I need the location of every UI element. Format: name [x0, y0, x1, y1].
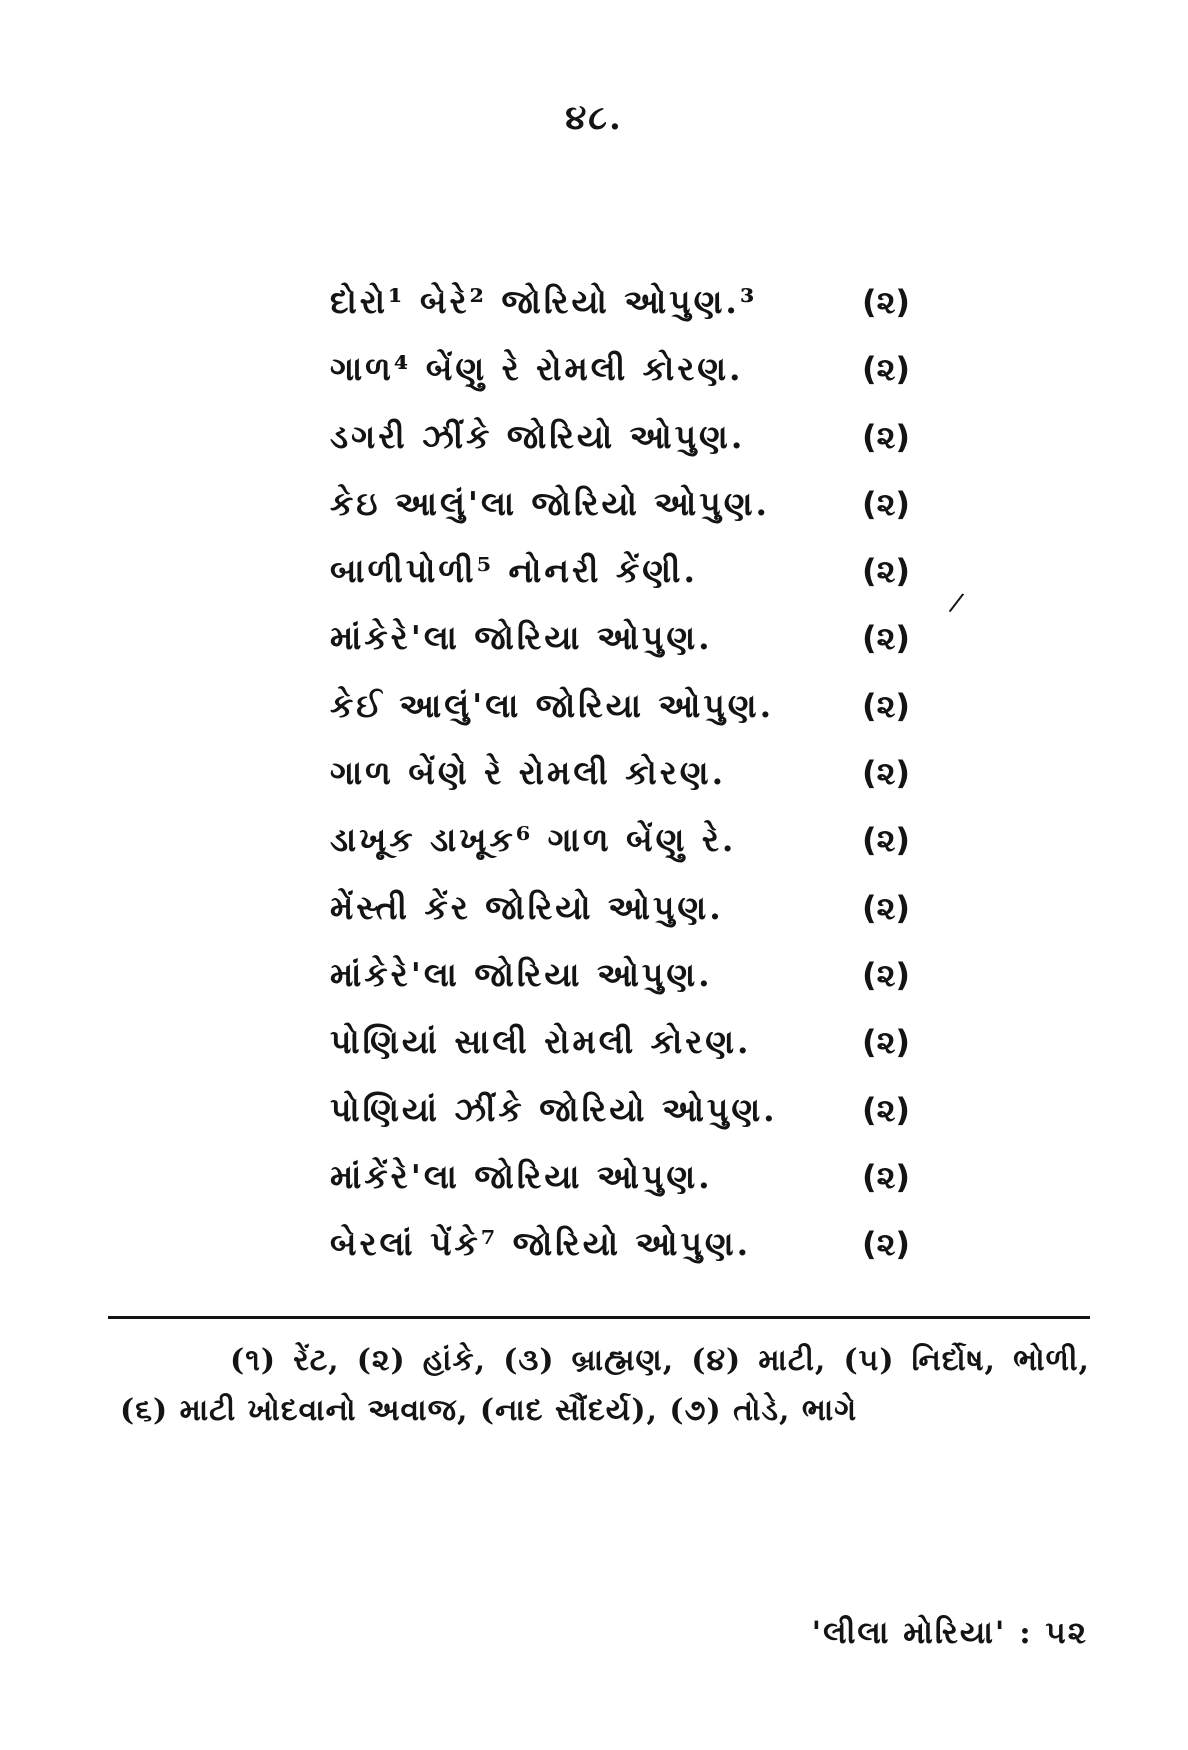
- verse-text: માંકેરે'લા જોરિયા ઓપુણ.: [330, 618, 713, 658]
- verse-text: પોણિયાં ઝીંકે જોરિયો ઓપુણ.: [330, 1089, 778, 1129]
- verse-repeat-marker: (૨): [861, 417, 910, 456]
- verse-text: ડાખૂક ડાખૂક⁶ ગાળ બેંણુ રે.: [330, 820, 737, 860]
- footnotes: (૧) રેંટ, (૨) હાંકે, (૩) બ્રાહ્મણ, (૪) માટી, (૫) નિર્દોષ, ભોળી, (૬) માટી ખોદવાનો અવાજ, (નાદ સૌંદર્ય), (૭) તોડે, ભાગે: [120, 1343, 1090, 1428]
- verse-repeat-marker: (૨): [861, 821, 910, 860]
- verse-line: [330, 349, 910, 416]
- verse-text: માંકેંરે'લા જોરિયા ઓપુણ.: [330, 1156, 713, 1196]
- verse-line: [330, 551, 910, 618]
- verse-text: દોરો¹ બેરે² જોરિયો ઓપુણ.³: [330, 282, 758, 321]
- verse-line: [330, 1090, 910, 1157]
- stray-ink-mark: /: [947, 587, 966, 619]
- verse-repeat-marker: (૨): [861, 686, 910, 725]
- verse-line: [330, 820, 910, 887]
- verse-repeat-marker: (૨): [861, 1225, 910, 1264]
- verse-line: [330, 888, 910, 955]
- footnote-divider: [108, 1316, 1090, 1319]
- verse-repeat-marker: (૨): [861, 350, 910, 389]
- verse-repeat-marker: (૨): [861, 619, 910, 658]
- verse-repeat-marker: (૨): [861, 283, 910, 321]
- verse-line: [330, 955, 910, 1022]
- verse-text: ગાળ બેંણે રે રોમલી કોરણ.: [330, 753, 727, 793]
- verse-line: [330, 484, 910, 551]
- source-reference: 'લીલા મોરિયા' : ૫૨: [811, 1615, 1088, 1651]
- verse-line: [330, 686, 910, 753]
- verse-text: માંકેરે'લા જોરિયા ઓપુણ.: [330, 954, 713, 994]
- verse-repeat-marker: (૨): [861, 754, 910, 793]
- verse-line: [330, 1224, 910, 1291]
- verse-line: [330, 282, 910, 349]
- verse-repeat-marker: (૨): [861, 1090, 910, 1129]
- verse-repeat-marker: (૨): [861, 955, 910, 994]
- verse-repeat-marker: (૨): [861, 552, 910, 591]
- page-number: ૪૮.: [565, 98, 623, 138]
- verse-text: મેંસ્તી કેંર જોરિયો ઓપુણ.: [330, 887, 724, 927]
- verse-repeat-marker: (૨): [861, 484, 910, 523]
- verse-line: [330, 1157, 910, 1224]
- verse-text: પોણિયાં સાલી રોમલી કોરણ.: [330, 1022, 752, 1062]
- poem: [330, 282, 910, 1291]
- verse-line: [330, 753, 910, 820]
- verse-text: ગાળ⁴ બેંણુ રે રોમલી કોરણ.: [330, 349, 744, 389]
- verse-text: ડગરી ઝીંકે જોરિયો ઓપુણ.: [330, 416, 746, 456]
- verse-text: બેરલાં પેંકે⁷ જોરિયો ઓપુણ.: [330, 1224, 752, 1264]
- verse-line: [330, 417, 910, 484]
- verse-text: કેઇ આલું'લા જોરિયો ઓપુણ.: [330, 483, 770, 523]
- verse-text: બાળીપોળી⁵ નોનરી કેંણી.: [330, 551, 698, 591]
- verse-repeat-marker: (૨): [861, 1157, 910, 1196]
- verse-repeat-marker: (૨): [861, 1023, 910, 1062]
- verse-line: [330, 1022, 910, 1089]
- verse-repeat-marker: (૨): [861, 888, 910, 927]
- verse-text: કેઈ આલું'લા જોરિયા ઓપુણ.: [330, 685, 775, 725]
- verse-line: [330, 618, 910, 685]
